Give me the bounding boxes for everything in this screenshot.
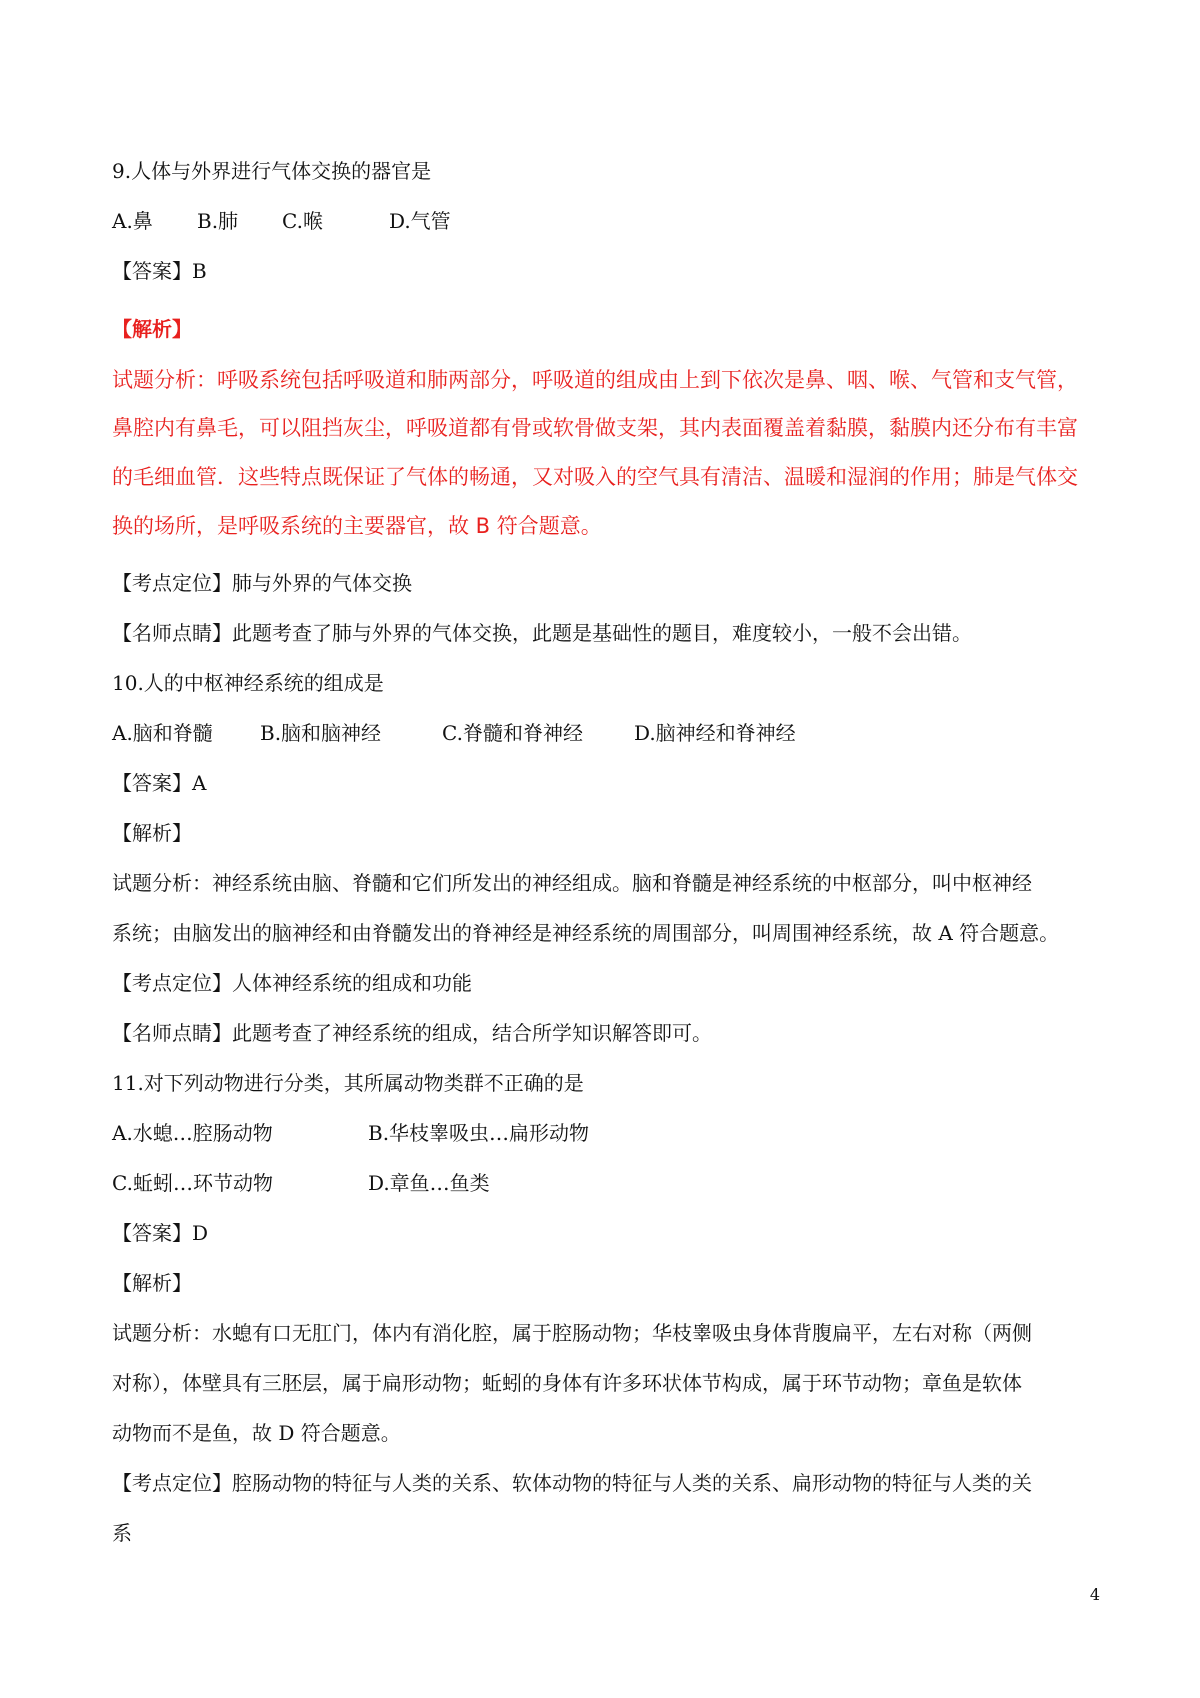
question-9-answer: 【答案】B xyxy=(112,259,207,283)
option-d: D.气管 xyxy=(389,209,451,233)
option-a: A.水螅…腔肠动物 xyxy=(112,1121,273,1145)
question-11-title: 11.对下列动物进行分类，其所属动物类群不正确的是 xyxy=(112,1071,584,1095)
question-10-kaodian: 【考点定位】人体神经系统的组成和功能 xyxy=(112,971,472,995)
question-11-kaodian-line-2: 系 xyxy=(112,1521,132,1545)
question-10-answer: 【答案】A xyxy=(112,771,207,795)
question-11-analysis-line-3: 动物而不是鱼，故 D 符合题意。 xyxy=(112,1421,401,1445)
question-10-title: 10.人的中枢神经系统的组成是 xyxy=(112,671,384,695)
question-10-options xyxy=(112,720,796,746)
option-b: B.肺 xyxy=(197,209,239,233)
option-b: B.华枝睾吸虫…扁形动物 xyxy=(368,1121,590,1145)
question-9-options xyxy=(112,208,451,234)
question-9-kaodian: 【考点定位】肺与外界的气体交换 xyxy=(112,571,412,595)
option-c: C.喉 xyxy=(282,209,323,233)
option-b: B.脑和脑神经 xyxy=(260,721,382,745)
question-9-title: 9.人体与外界进行气体交换的器官是 xyxy=(112,159,432,183)
question-9-analysis-line-4: 换的场所，是呼吸系统的主要器官，故 B 符合题意。 xyxy=(112,514,602,538)
question-9-analysis-line-3: 的毛细血管．这些特点既保证了气体的畅通，又对吸入的空气具有清洁、温暖和湿润的作用；肺是气体交 xyxy=(112,465,1078,489)
question-10-analysis-label: 【解析】 xyxy=(112,821,192,845)
question-10-dianjing: 【名师点睛】此题考查了神经系统的组成，结合所学知识解答即可。 xyxy=(112,1021,712,1045)
question-11-answer: 【答案】D xyxy=(112,1221,209,1245)
question-11-options-row-2 xyxy=(112,1170,490,1196)
question-10-analysis-line-1: 试题分析：神经系统由脑、脊髓和它们所发出的神经组成。脑和脊髓是神经系统的中枢部分，叫中枢神经 xyxy=(112,871,1032,895)
option-a: A.脑和脊髓 xyxy=(112,721,213,745)
question-11-analysis-label: 【解析】 xyxy=(112,1271,192,1295)
option-c: C.脊髓和脊神经 xyxy=(442,721,583,745)
question-9-dianjing: 【名师点睛】此题考查了肺与外界的气体交换，此题是基础性的题目，难度较小，一般不会出错。 xyxy=(112,621,972,645)
question-11-kaodian-line-1: 【考点定位】腔肠动物的特征与人类的关系、软体动物的特征与人类的关系、扁形动物的特征与人类的关 xyxy=(112,1471,1032,1495)
option-d: D.脑神经和脊神经 xyxy=(634,721,796,745)
question-11-options-row-1 xyxy=(112,1120,589,1146)
question-10-analysis-line-2: 系统；由脑发出的脑神经和由脊髓发出的脊神经是神经系统的周围部分，叫周围神经系统，故 A 符合题意。 xyxy=(112,921,1060,945)
page-number: 4 xyxy=(1089,1585,1100,1604)
option-a: A.鼻 xyxy=(112,209,153,233)
question-9-analysis-line-1: 试题分析：呼吸系统包括呼吸道和肺两部分，呼吸道的组成由上到下依次是鼻、咽、喉、气管和支气管， xyxy=(112,368,1078,392)
question-11-analysis-line-2: 对称），体壁具有三胚层，属于扁形动物；蚯蚓的身体有许多环状体节构成，属于环节动物；章鱼是软体 xyxy=(112,1371,1022,1395)
option-d: D.章鱼…鱼类 xyxy=(368,1171,490,1195)
option-c: C.蚯蚓…环节动物 xyxy=(112,1171,273,1195)
question-9-analysis-line-2: 鼻腔内有鼻毛，可以阻挡灰尘，呼吸道都有骨或软骨做支架，其内表面覆盖着黏膜，黏膜内还分布有丰富 xyxy=(112,416,1078,440)
question-9-analysis-label: 【解析】 xyxy=(112,317,192,341)
question-11-analysis-line-1: 试题分析：水螅有口无肛门，体内有消化腔，属于腔肠动物；华枝睾吸虫身体背腹扁平，左右对称（两侧 xyxy=(112,1321,1032,1345)
